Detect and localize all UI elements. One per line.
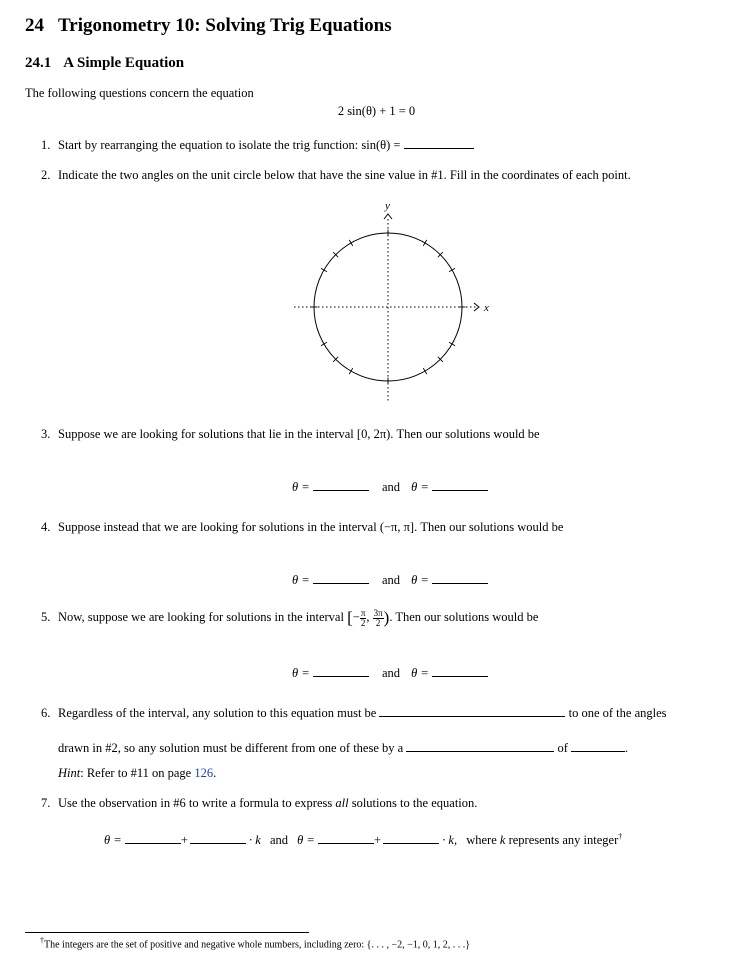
theta-label: θ = <box>411 480 429 494</box>
hint-label: Hint <box>58 766 81 780</box>
question-number: 7. <box>41 796 51 810</box>
theta-label: θ = <box>411 666 429 680</box>
answer-blank[interactable] <box>125 833 181 844</box>
interval: [0, 2π) <box>356 427 391 441</box>
hint: Hint: Refer to #11 on page 126. <box>58 766 217 780</box>
question-7 <box>41 796 477 811</box>
of-label: of <box>557 741 568 755</box>
section-heading <box>25 55 184 72</box>
question-4 <box>41 520 563 535</box>
y-arrow-icon <box>384 214 392 219</box>
question-text-end: to one of the angles <box>568 706 667 720</box>
question-5 <box>41 608 538 628</box>
emphasis-all: all <box>335 796 349 810</box>
question-number: 4. <box>41 520 51 534</box>
question-number: 1. <box>41 138 51 152</box>
answer-row-4 <box>292 573 488 588</box>
answer-blank[interactable] <box>190 833 246 844</box>
question-3 <box>41 427 540 442</box>
question-2 <box>41 168 631 183</box>
question-text: drawn in #2, so any solution must be different from one of these by a <box>58 741 404 755</box>
main-equation: 2 sin(θ) + 1 = 0 <box>337 104 416 118</box>
answer-blank[interactable] <box>571 741 625 752</box>
question-text: Use the observation in #6 to write a formula to express <box>58 796 333 810</box>
theta-label: θ = <box>292 666 310 680</box>
x-axis-label: x <box>484 302 489 314</box>
chapter-number: 24 <box>25 15 44 36</box>
theta-label: θ = <box>411 573 429 587</box>
answer-blank[interactable] <box>318 833 374 844</box>
fraction-3pi-over-2: $\frac{3\pi}{2}$ <box>373 607 383 628</box>
and-label: and <box>381 573 401 587</box>
answer-row-3 <box>292 480 488 495</box>
question-number: 6. <box>41 706 51 720</box>
unit-circle-diagram[interactable] <box>280 195 500 407</box>
section-title: A Simple Equation <box>63 55 185 71</box>
question-number: 5. <box>41 610 51 624</box>
footnote-rule <box>25 932 309 933</box>
intro-text: The following questions concern the equation <box>25 86 254 100</box>
question-text: Indicate the two angles on the unit circle below that have the sine value in #1. Fill in the coordinates of each point. <box>58 168 631 182</box>
answer-row-5 <box>292 666 488 681</box>
section-number: 24.1 <box>25 55 52 71</box>
interval: (−π, π] <box>379 520 415 534</box>
angle-tick <box>321 342 327 346</box>
question-6 <box>41 706 667 721</box>
interval-open: [ <box>347 608 353 627</box>
theta-label: θ = <box>292 480 310 494</box>
question-text: Suppose we are looking for solutions that lie in the interval <box>58 427 354 441</box>
chapter-heading <box>25 15 392 37</box>
page-link[interactable]: 126 <box>194 766 214 780</box>
answer-blank[interactable] <box>406 741 554 752</box>
answer-blank[interactable] <box>432 480 488 491</box>
question-text: Suppose instead that we are looking for solutions in the interval <box>58 520 377 534</box>
angle-tick <box>423 368 427 374</box>
fraction-pi-over-2: $\frac{\pi}{2}$ <box>360 607 366 628</box>
answer-blank[interactable] <box>313 666 369 677</box>
answer-blank[interactable] <box>313 480 369 491</box>
angle-tick <box>349 368 353 374</box>
answer-blank[interactable] <box>379 706 565 717</box>
and-label: and <box>381 666 401 680</box>
question-1 <box>41 138 474 153</box>
question-text: Start by rearranging the equation to isolate the trig function: sin(θ) = <box>58 138 401 152</box>
question-text-end: . Then our solutions would be <box>414 520 564 534</box>
chapter-title: Trigonometry 10: Solving Trig Equations <box>58 15 392 36</box>
angle-tick <box>349 240 353 246</box>
answer-blank[interactable] <box>432 573 488 584</box>
theta-label: θ = <box>292 573 310 587</box>
minus-sign: − <box>352 610 360 624</box>
answer-blank[interactable] <box>313 573 369 584</box>
angle-tick <box>449 268 455 272</box>
question-text-end: solutions to the equation. <box>351 796 478 810</box>
answer-blank[interactable] <box>404 138 474 149</box>
question-text: Regardless of the interval, any solution to this equation must be <box>58 706 377 720</box>
y-axis-label: y <box>385 200 390 212</box>
angle-tick <box>449 342 455 346</box>
footnote: †The integers are the set of positive and negative whole numbers, including zero: {. . . , −2, −1, 0, 1, 2, . . .} <box>40 936 471 951</box>
question-number: 2. <box>41 168 51 182</box>
answer-blank[interactable] <box>432 666 488 677</box>
question-text: Now, suppose we are looking for solutions in the interval <box>58 610 344 624</box>
angle-tick <box>321 268 327 272</box>
x-axis <box>294 303 479 311</box>
question-number: 3. <box>41 427 51 441</box>
question-6-line-2: drawn in #2, so any solution must be different from one of these by a of . <box>58 741 629 755</box>
answer-blank[interactable] <box>383 833 439 844</box>
and-label: and <box>381 480 401 494</box>
angle-tick <box>423 240 427 246</box>
footnote-marker: † <box>618 832 623 841</box>
general-formula: θ = + · k and θ = + · k, where k represents any integer† <box>104 832 623 848</box>
question-text-end: . Then our solutions would be <box>389 610 539 624</box>
question-text-end: . Then our solutions would be <box>390 427 540 441</box>
comma: , <box>366 610 370 624</box>
interval-close: ) <box>383 608 390 627</box>
